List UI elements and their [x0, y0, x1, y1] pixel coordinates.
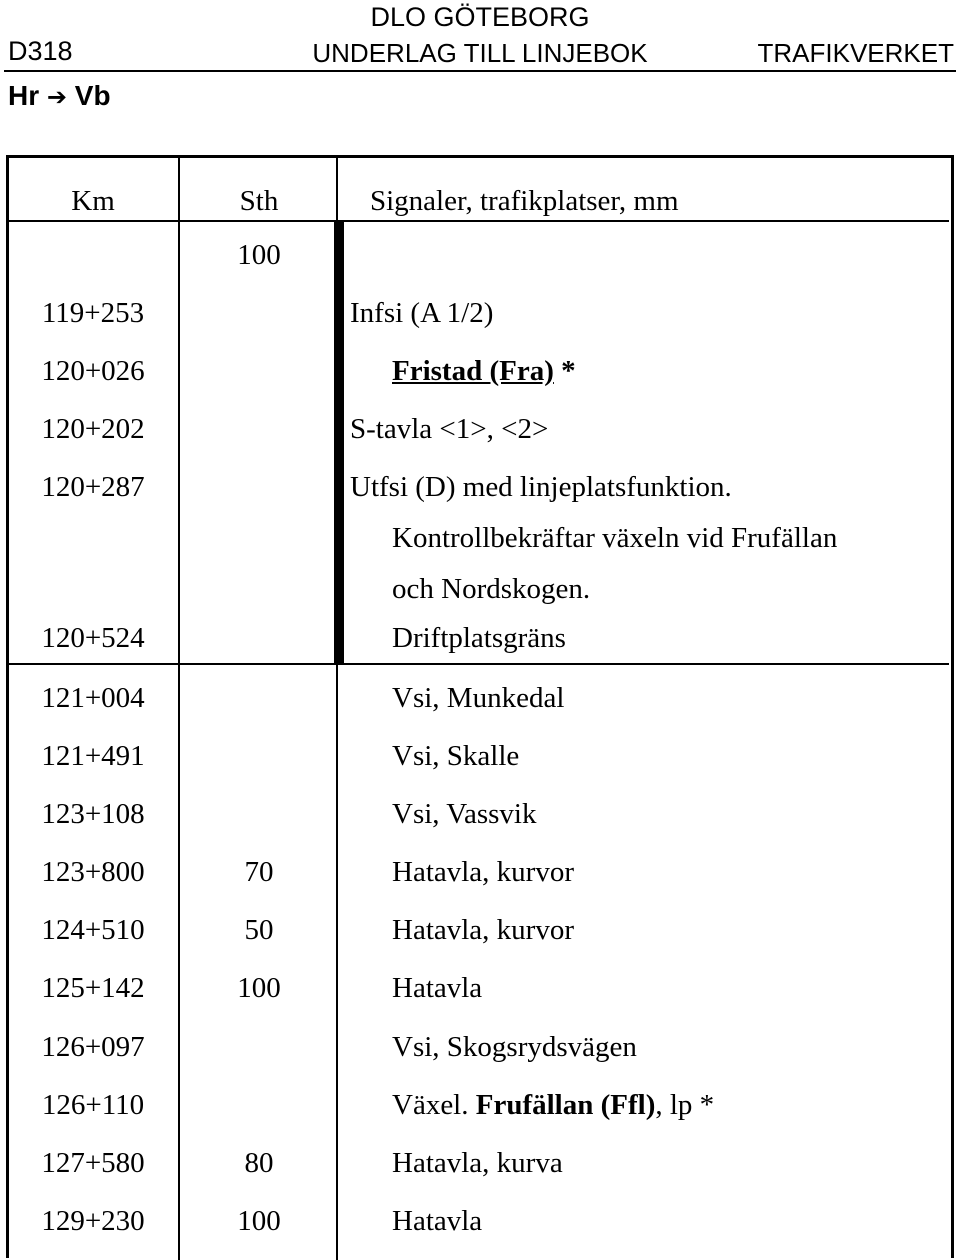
row-signal-text: Hatavla, kurvor: [392, 856, 574, 888]
doc-code: D318: [8, 36, 73, 66]
row-signal-text: Hatavla: [392, 972, 483, 1004]
row-km: 121+491: [41, 740, 145, 772]
row-km: 126+110: [41, 1089, 145, 1121]
row-signal-text: Vsi, Munkedal: [392, 682, 565, 714]
row-sth: 70: [244, 856, 274, 888]
header-rule: [4, 70, 956, 72]
station-name: Fristad (Fra): [392, 355, 554, 387]
station-marker: *: [553, 355, 576, 387]
row-km: 123+800: [41, 856, 145, 888]
doc-subtitle: UNDERLAG TILL LINJEBOK: [312, 38, 648, 68]
row-km: 120+524: [41, 622, 145, 654]
initial-sth-value: 100: [237, 239, 281, 271]
row-km: 129+230: [41, 1205, 145, 1237]
row-sth: 50: [244, 914, 274, 946]
route-to: Vb: [74, 80, 111, 111]
row-signal-text: Driftplatsgräns: [392, 622, 566, 654]
row-signal-text: Infsi (A 1/2): [350, 297, 494, 329]
row-km: 120+026: [41, 355, 145, 387]
office-title: DLO GÖTEBORG: [370, 2, 590, 32]
row-signal-text: Vsi, Skalle: [392, 740, 520, 772]
row-signal-text: Kontrollbekräftar växeln vid Frufällan: [392, 522, 838, 554]
station-marker: , lp *: [655, 1089, 715, 1121]
row-signal-text: [392, 1091, 714, 1120]
row-signal-text: Hatavla, kurva: [392, 1147, 563, 1179]
row-signal-text: Utfsi (D) med linjeplatsfunktion.: [350, 471, 732, 503]
org-name: TRAFIKVERKET: [757, 38, 954, 68]
row-signal-text: [392, 357, 576, 386]
row-km: 124+510: [41, 914, 145, 946]
row-signal-text: Hatavla: [392, 1205, 483, 1237]
row-km: 120+287: [41, 471, 145, 503]
row-km: 120+202: [41, 413, 145, 445]
station-name: Frufällan (Ffl): [475, 1089, 656, 1121]
station-boundary-rule: [9, 663, 949, 665]
row-km: 119+253: [41, 297, 145, 329]
route-label: [8, 82, 111, 110]
row-sth: 100: [237, 972, 281, 1004]
column-header-signals: Signaler, trafikplatser, mm: [370, 185, 679, 217]
row-signal-text: Vsi, Skogsrydsvägen: [392, 1031, 637, 1063]
header-row-rule: [9, 220, 949, 222]
column-divider-km: [178, 158, 180, 1260]
column-header-sth: Sth: [239, 185, 279, 217]
switch-label: Växel.: [392, 1089, 476, 1121]
row-sth: 80: [244, 1147, 274, 1179]
row-km: 125+142: [41, 972, 145, 1004]
row-km: 127+580: [41, 1147, 145, 1179]
row-km: 121+004: [41, 682, 145, 714]
row-km: 126+097: [41, 1031, 145, 1063]
row-signal-text: och Nordskogen.: [392, 573, 591, 605]
row-signal-text: Vsi, Vassvik: [392, 798, 537, 830]
row-signal-text: Hatavla, kurvor: [392, 914, 574, 946]
column-header-km: Km: [71, 185, 115, 217]
row-km: 123+108: [41, 798, 145, 830]
arrow-right-icon: ➔: [46, 83, 68, 111]
route-from: Hr: [8, 80, 40, 111]
row-sth: 100: [237, 1205, 281, 1237]
row-signal-text: S-tavla <1>, <2>: [350, 413, 549, 445]
station-area-bar: [334, 221, 344, 664]
